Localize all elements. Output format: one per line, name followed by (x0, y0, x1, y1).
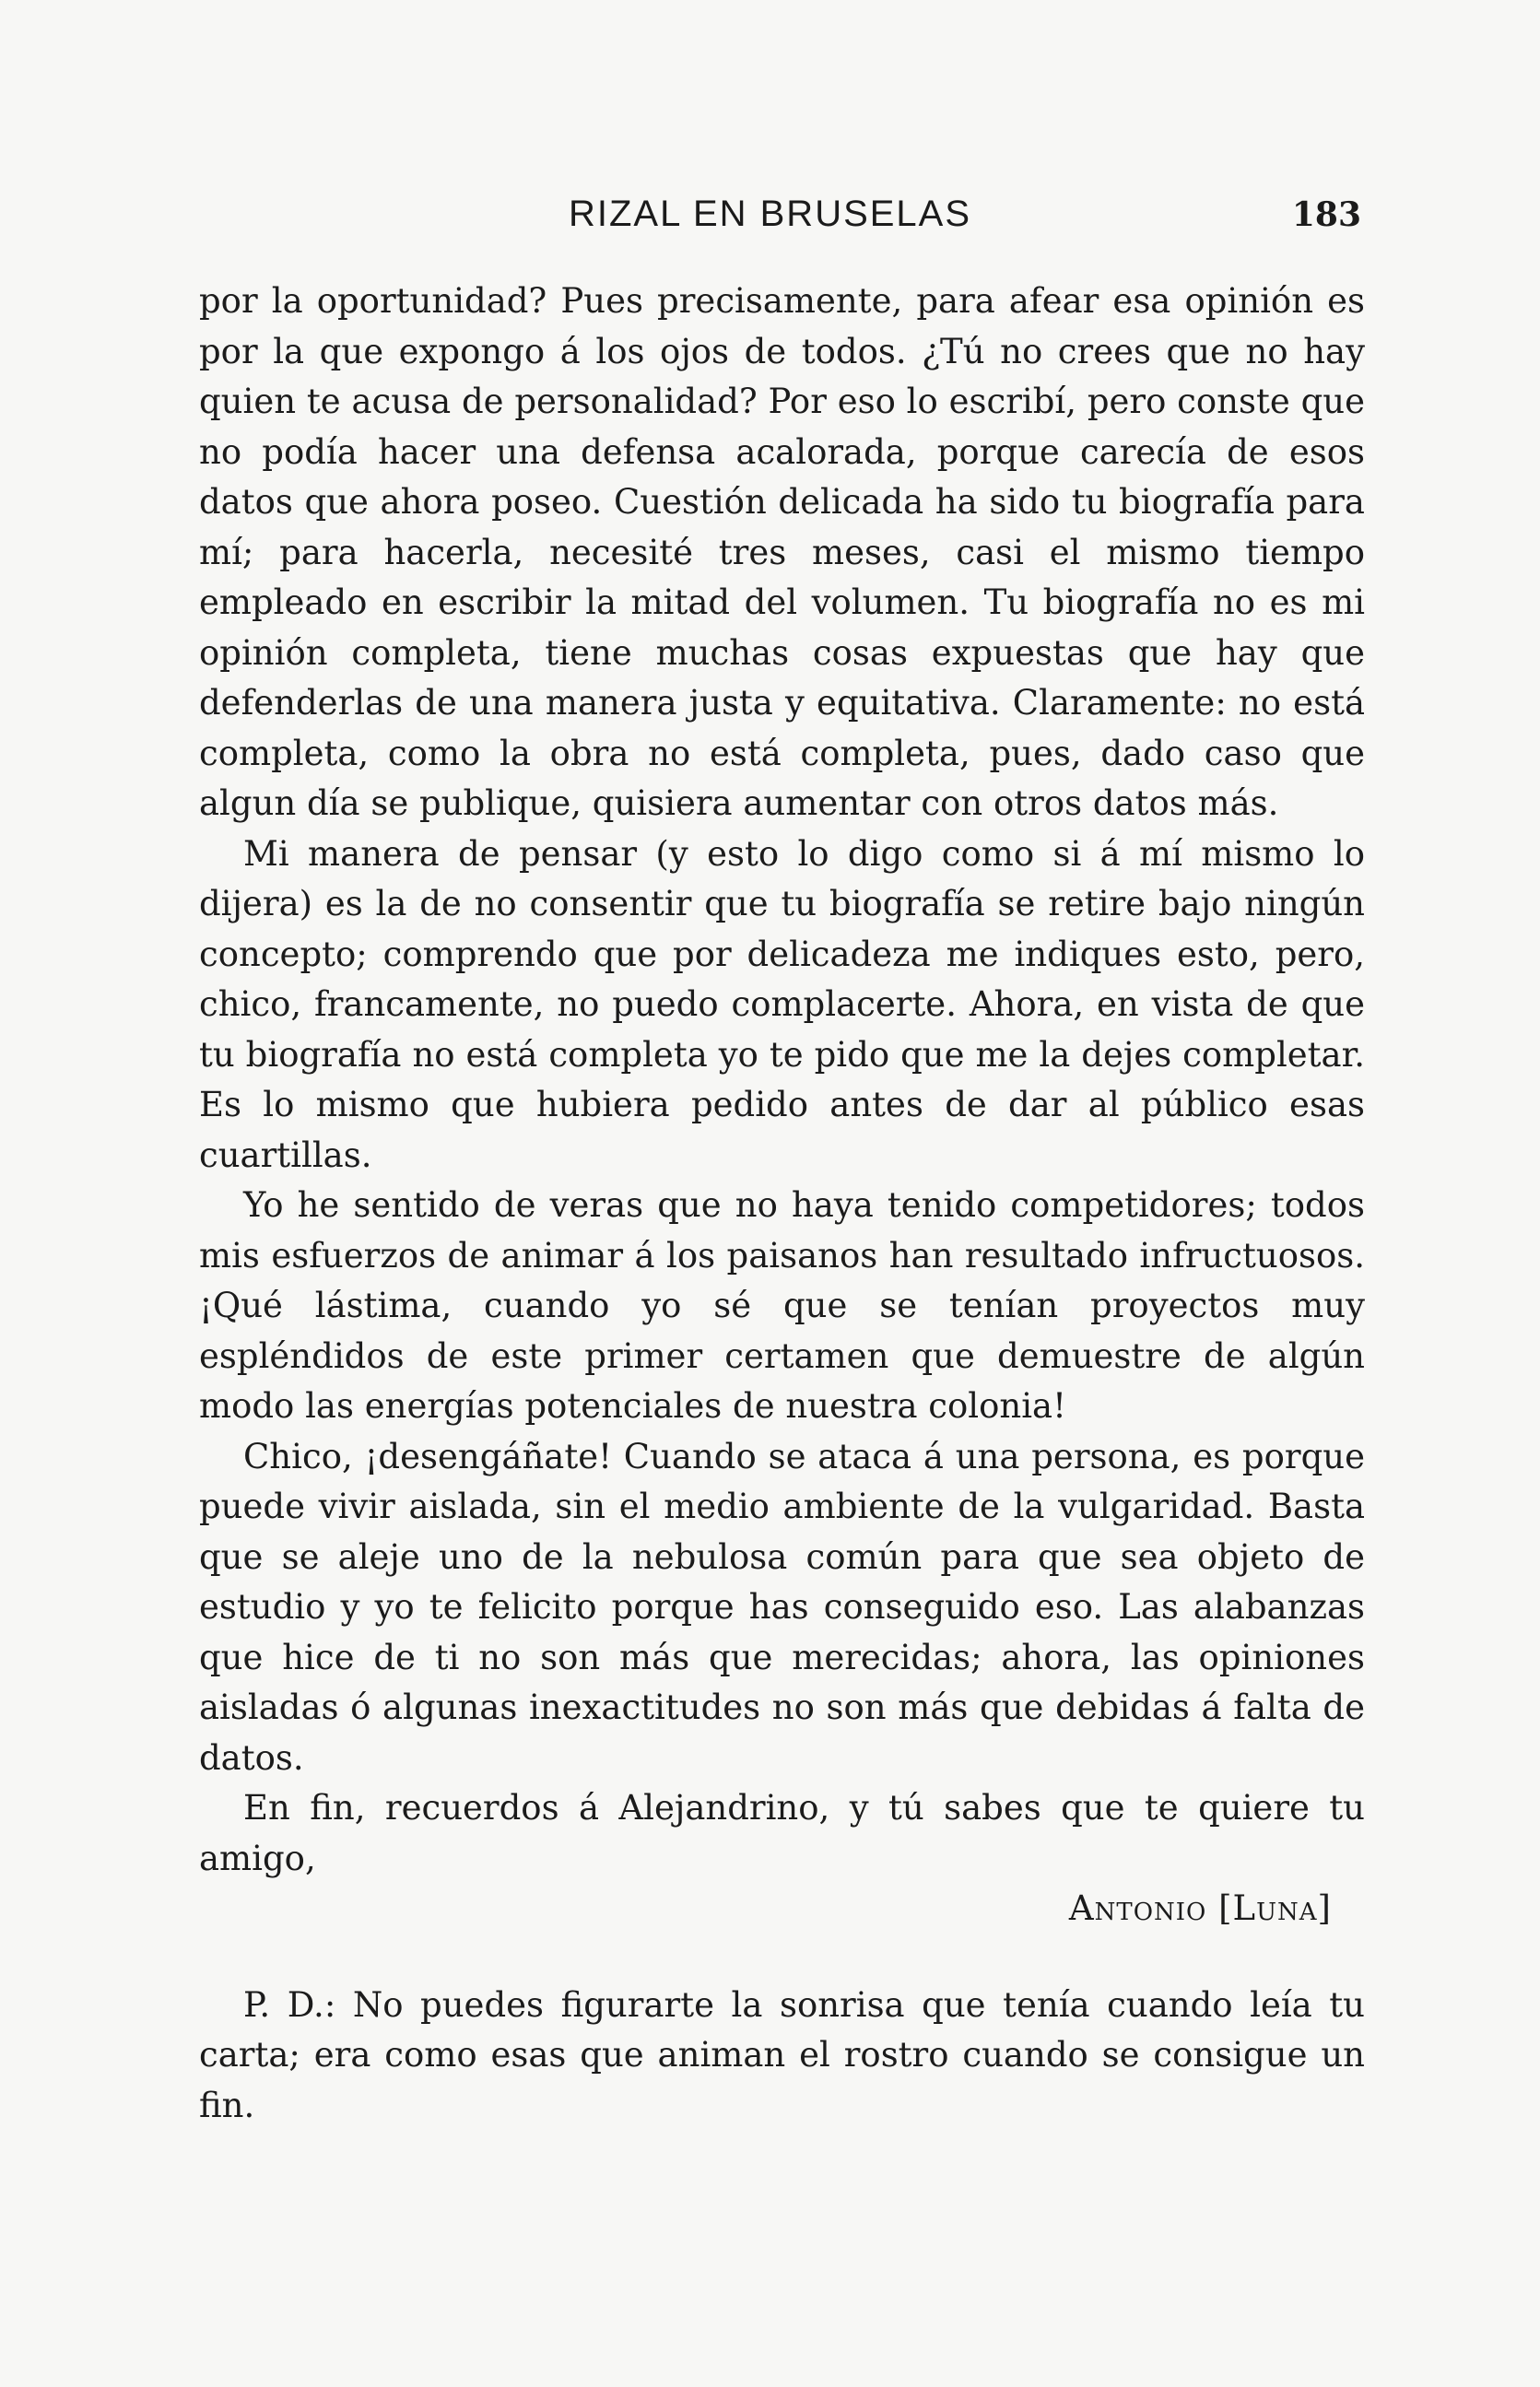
paragraph-competidores: Yo he sentido de veras que no haya tenido competidores; todos mis esfuerzos de animar á los paisanos han resultado infructuosos. ¡Qué lástima, cuando yo sé que se tenían proyectos muy espléndidos de este primer certamen que demuestre de algún modo las energías potenciales de nuestra colonia! (199, 1185, 1365, 1426)
signature: Antonio [Luna] (1068, 1888, 1332, 1928)
paragraph-continuation: por la oportunidad? Pues precisamente, para afear esa opinión es por la que expongo á los ojos de todos. ¿Tú no crees que no hay quien te acusa de personalidad? Por eso lo escribí, pero conste que no podía hacer una defensa acalorada, porque carecía de esos datos que ahora poseo. Cuestión delicada ha sido tu biografía para mí; para hacerla, necesité tres meses, casi el mismo tiempo empleado en escribir la mitad del volumen. Tu biografía no es mi opinión completa, tiene muchas cosas expuestas que hay que defenderlas de una manera justa y equitativa. Claramente: no está completa, como la obra no está completa, pues, dado caso que algun día se publique, quisiera aumentar con otros datos más. (199, 281, 1365, 823)
letter-body (199, 276, 1365, 2131)
paragraph-desenganate: Chico, ¡desengáñate! Cuando se ataca á una persona, es porque puede vivir aislada, sin el medio ambiente de la vulgaridad. Basta que se aleje uno de la nebulosa común para que sea objeto de estudio y yo te felicito porque has conseguido eso. Las alabanzas que hice de ti no son más que merecidas; ahora, las opiniones aisladas ó algunas inexactitudes no son más que debidas á falta de datos. (199, 1436, 1365, 1778)
paragraph-manera-de-pensar: Mi manera de pensar (y esto lo digo como si á mí mismo lo dijera) es la de no consentir que tu biografía se retire bajo ningún concepto; comprendo que por delicadeza me indiques esto, pero, chico, francamente, no puedo complacerte. Ahora, en vista de que tu biografía no está completa yo te pido que me la dejes completar. Es lo mismo que hubiera pedido antes de dar al público esas cuartillas. (199, 833, 1365, 1175)
page-number: 183 (1291, 195, 1361, 234)
paragraph-closing: En fin, recuerdos á Alejandrino, y tú sabes que te quiere tu amigo, (199, 1788, 1365, 1878)
postscript: P. D.: No puedes figurarte la sonrisa que tenía cuando leía tu carta; era como esas que animan el rostro cuando se consigue un fin. (199, 1984, 1365, 2125)
running-title: RIZAL EN BRUSELAS (568, 194, 972, 234)
running-head (0, 194, 1540, 249)
